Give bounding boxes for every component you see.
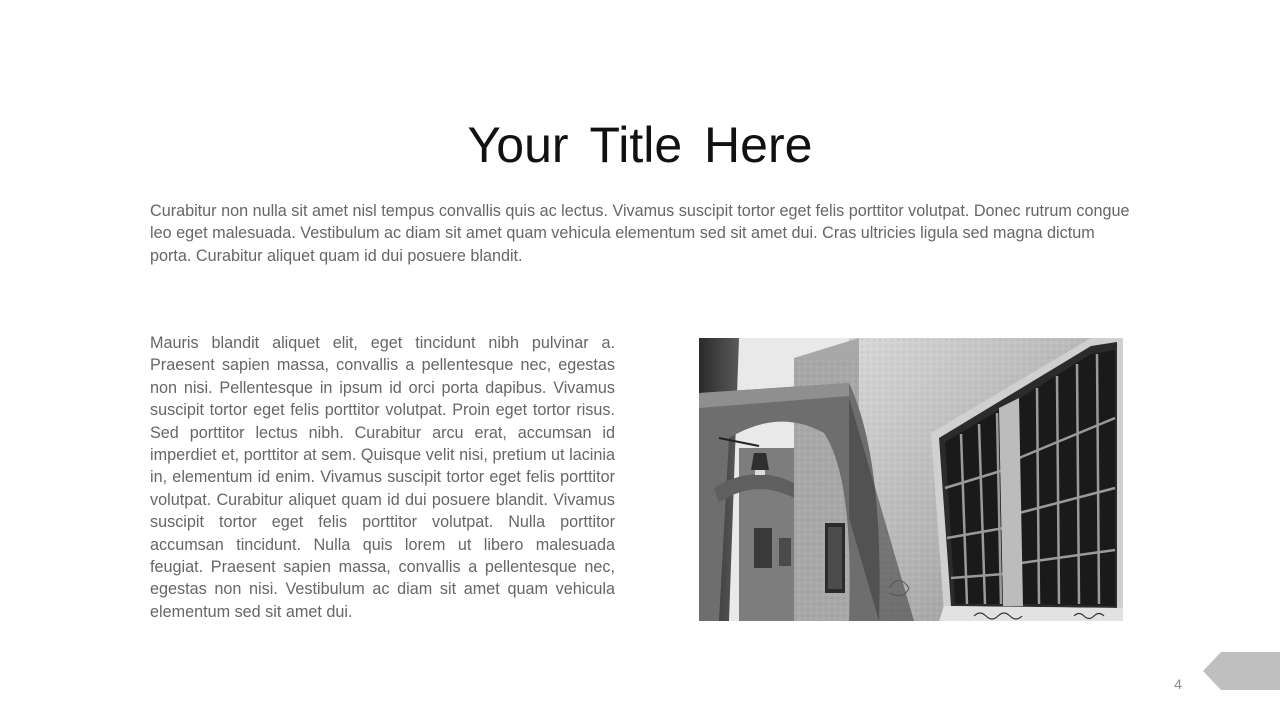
street-photo [699, 338, 1123, 621]
intro-paragraph: Curabitur non nulla sit amet nisl tempus convallis quis ac lectus. Vivamus suscipit tortor eget felis porttitor volutpat. Donec rutrum congue leo eget malesuada. Vestibulum ac diam sit amet quam vehicula elementum sed sit amet dui. Cras ultricies ligula sed magna dictum porta. Curabitur aliquet quam id dui posuere blandit. [150, 202, 1130, 265]
slide-title: Your Title Here [467, 117, 813, 173]
photo-image-icon [699, 338, 1123, 621]
page-tab-shape [1203, 652, 1280, 690]
body-paragraph: Mauris blandit aliquet elit, eget tincidunt nibh pulvinar a. Praesent sapien massa, convallis a pellentesque nec, egestas non nisi. Pellentesque in ipsum id orci porta dapibus. Vivamus suscipit tortor eget felis porttitor volutpat. Proin eget tortor risus. Sed porttitor lectus nibh. Curabitur arcu erat, accumsan id imperdiet et, porttitor at sem. Quisque velit nisi, pretium ut lacinia in, elementum id enim. Vivamus suscipit tortor eget felis porttitor volutpat. Curabitur aliquet quam id dui posuere blandit. Vivamus suscipit tortor eget felis porttitor volutpat. Nulla porttitor accumsan tincidunt. Nulla quis lorem ut libero malesuada feugiat. Praesent sapien massa, convallis a pellentesque nec, egestas non nisi. Vestibulum ac diam sit amet quam vehicula elementum sed sit amet dui. [150, 334, 615, 621]
page-number: 4 [1174, 676, 1182, 692]
